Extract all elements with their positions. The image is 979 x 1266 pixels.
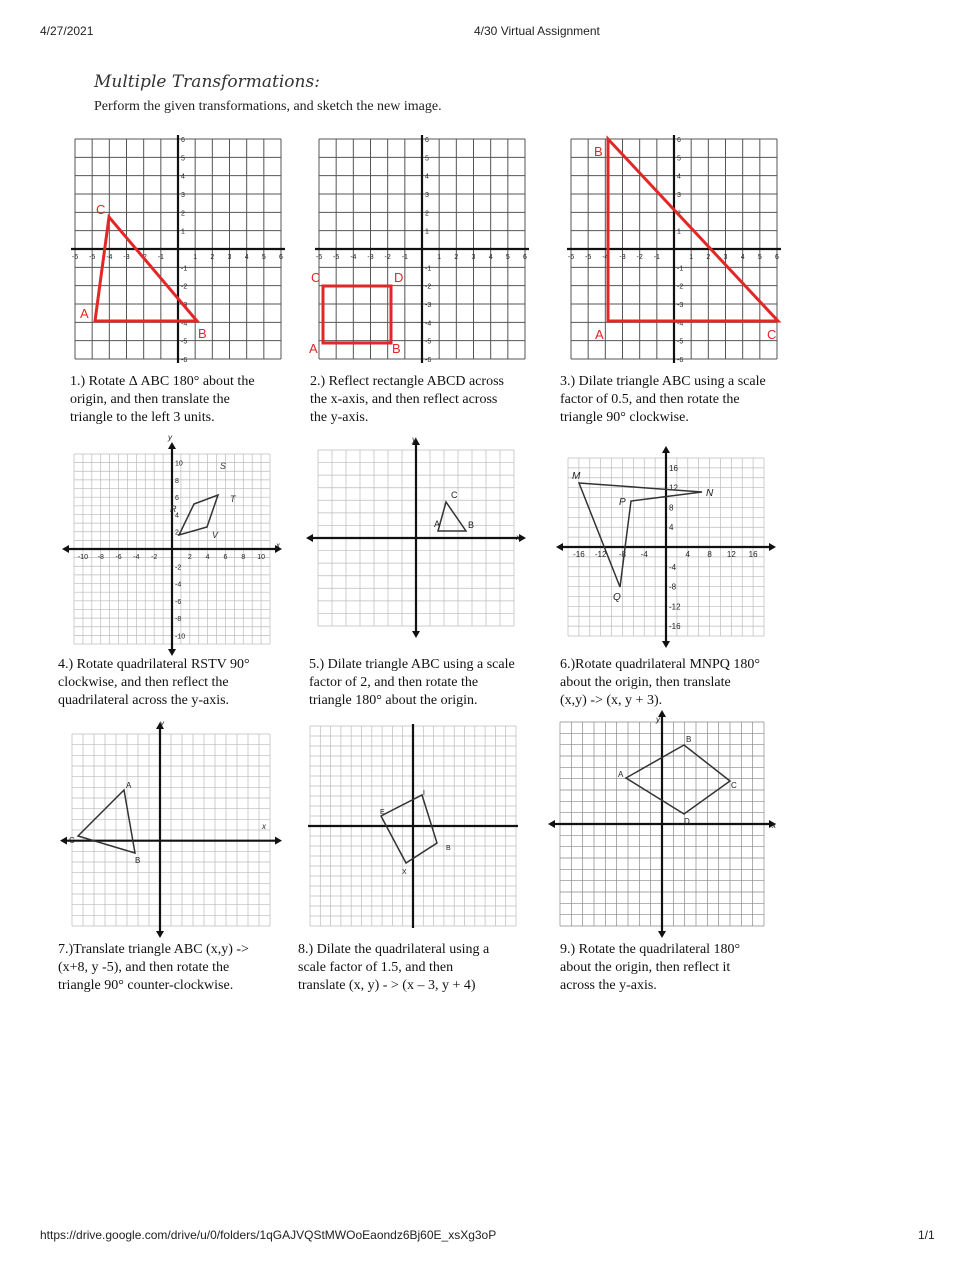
y-tick-label: -4 (669, 562, 677, 572)
x-tick-label: 8 (707, 550, 712, 559)
y-tick-label: -16 (669, 622, 681, 632)
x-tick-label: -5 (585, 254, 592, 261)
y-tick-label: -1 (677, 265, 684, 273)
y-tick-label: 6 (425, 137, 429, 144)
x-tick-label: 2 (454, 254, 459, 261)
label-y: y (160, 719, 164, 728)
triangle-abc (78, 790, 135, 853)
x-axis-arrow (556, 543, 563, 551)
label-n: N (706, 488, 714, 499)
x-axis-arrow (519, 534, 526, 542)
y-tick-label: 16 (669, 463, 678, 473)
x-tick-label: -4 (350, 254, 357, 261)
x-tick-label: 3 (227, 254, 232, 261)
label-a: A (618, 770, 624, 779)
graph-problem-7 (62, 718, 278, 930)
x-tick-label: 4 (740, 254, 745, 261)
label-x: X (402, 869, 407, 876)
y-tick-label: -8 (669, 582, 677, 592)
label-y: y (656, 715, 660, 724)
label-b: B (392, 341, 401, 356)
x-tick-label: -6 (567, 254, 575, 261)
y-tick-label: 4 (425, 173, 429, 181)
graph-problem-2 (309, 136, 530, 364)
y-tick-label: 1 (181, 228, 185, 236)
x-tick-label: -8 (97, 554, 104, 561)
y-tick-label: 2 (181, 210, 185, 218)
label-a: A (309, 341, 318, 356)
x-tick-label: -3 (367, 254, 374, 261)
x-tick-label: -10 (77, 554, 88, 561)
x-tick-label: 1 (689, 254, 694, 261)
y-tick-label: 3 (181, 192, 185, 199)
x-axis-arrow (275, 837, 282, 845)
label-b: B (594, 144, 603, 159)
y-tick-label: 1 (677, 228, 681, 236)
label-v: V (212, 530, 219, 540)
graph-problem-8 (306, 722, 522, 930)
label-d: D (394, 270, 404, 285)
label-x: x (276, 541, 280, 550)
x-tick-label: 6 (523, 254, 527, 261)
y-tick-label: -4 (175, 581, 182, 589)
axes (315, 135, 529, 364)
x-axis-arrow (60, 837, 67, 845)
worksheet-title: Multiple Transformations: (94, 72, 320, 92)
caption-problem-2: 2.) Reflect rectangle ABCD across the x-axis, and then reflect across the y-axis. (310, 374, 504, 425)
x-tick-label: 2 (706, 254, 711, 261)
x-tick-label: -4 (133, 554, 140, 561)
caption-problem-6: 6.)Rotate quadrilateral MNPQ 180° about the origin, then translate (x,y) -> (x, y + 3). (560, 657, 760, 708)
axes (71, 135, 285, 364)
label-r: R (170, 504, 177, 514)
y-tick-label: -2 (181, 283, 188, 291)
x-tick-label: 4 (244, 254, 249, 261)
y-tick-label: -5 (425, 338, 432, 346)
graph-problem-4 (62, 432, 284, 646)
y-tick-label: 6 (175, 495, 179, 503)
label-b: B (686, 735, 692, 744)
label-s: S (220, 461, 227, 471)
x-axis-arrow (62, 545, 69, 553)
y-tick-label: 4 (677, 173, 681, 181)
x-tick-label: -6 (71, 254, 79, 261)
quadrilateral-mnpq (579, 483, 702, 587)
x-tick-label: -2 (140, 254, 147, 261)
y-tick-label: 3 (677, 192, 681, 199)
x-axis-arrow (548, 820, 555, 828)
label-c: C (311, 270, 321, 285)
x-tick-label: 4 (685, 550, 691, 559)
y-tick-label: -6 (677, 357, 684, 364)
x-tick-label: 16 (748, 550, 758, 559)
label-c: C (731, 781, 737, 790)
label-x: x (262, 822, 266, 831)
x-tick-label: 4 (488, 254, 493, 261)
y-tick-label: 6 (181, 137, 185, 144)
y-tick-label: 5 (181, 155, 185, 163)
worksheet-instructions: Perform the given transformations, and sketch the new image. (94, 99, 442, 114)
y-tick-label: 8 (175, 477, 179, 485)
x-tick-label: 3 (723, 254, 728, 261)
x-tick-label: -16 (573, 550, 585, 559)
y-tick-label: 4 (669, 523, 674, 533)
label-a: A (126, 781, 132, 790)
x-tick-label: -4 (106, 254, 113, 261)
y-tick-label: -3 (677, 302, 684, 309)
label-y: y (412, 435, 416, 444)
graph-problem-9 (556, 715, 784, 930)
y-tick-label: 4 (175, 512, 179, 520)
footer-url: https://drive.google.com/drive/u/0/folders/1qGAJVQStMWOoEaondz6Bj60E_xsXg3oP (40, 1228, 497, 1242)
grid (72, 734, 270, 926)
label-b: B (198, 326, 207, 341)
graph-problem-3 (566, 136, 782, 362)
x-tick-label: 1 (437, 254, 442, 261)
rectangle-abcd (323, 286, 391, 343)
x-tick-label: -6 (315, 254, 323, 261)
y-tick-label: 12 (669, 483, 678, 493)
x-tick-label: -8 (618, 550, 627, 559)
caption-problem-4: 4.) Rotate quadrilateral RSTV 90° clockwise, and then reflect the quadrilateral across the y-axis. (58, 657, 250, 708)
x-tick-label: -4 (602, 254, 609, 261)
x-tick-label: 6 (775, 254, 779, 261)
x-tick-label: 6 (279, 254, 283, 261)
label-p: P (619, 497, 626, 508)
x-tick-label: -1 (401, 254, 408, 261)
y-tick-label: 3 (425, 192, 429, 199)
x-tick-label: -3 (619, 254, 626, 261)
label-c: C (96, 202, 106, 217)
y-tick-label: 1 (425, 228, 429, 236)
label-a: A (434, 519, 441, 529)
y-tick-label: 8 (669, 503, 674, 513)
y-tick-label: -6 (175, 598, 182, 606)
x-tick-label: 1 (193, 254, 198, 261)
y-tick-label: -1 (181, 265, 188, 273)
y-tick-label: -8 (175, 616, 182, 624)
y-tick-label: -12 (669, 602, 681, 612)
graph-problem-6 (560, 432, 776, 646)
label-m: M (572, 471, 581, 482)
label-b: B (446, 845, 451, 852)
label-a: A (80, 306, 89, 321)
x-tick-label: -3 (123, 254, 130, 261)
caption-problem-7: 7.)Translate triangle ABC (x,y) -> (x+8, y -5), and then rotate the triangle 90° counter-clockwise. (58, 942, 249, 993)
y-axis-arrow (658, 931, 666, 938)
footer-page: 1/1 (918, 1228, 935, 1242)
label-c: C (451, 490, 458, 500)
x-tick-label: -2 (384, 254, 391, 261)
triangle-abc (608, 139, 778, 321)
label-x: x (516, 533, 520, 542)
x-tick-label: 4 (205, 554, 210, 561)
y-axis-arrow (168, 442, 176, 449)
label-c: C (69, 836, 75, 845)
x-tick-label: -4 (640, 550, 648, 559)
x-tick-label: -1 (157, 254, 164, 261)
x-tick-label: 5 (261, 254, 266, 261)
x-tick-label: 5 (757, 254, 762, 261)
caption-problem-1: 1.) Rotate Δ ABC 180° about the origin, and then translate the triangle to the left 3 units. (70, 374, 255, 425)
x-tick-label: -2 (636, 254, 643, 261)
y-tick-label: 2 (677, 210, 681, 218)
x-tick-label: 2 (210, 254, 215, 261)
label-b: B (468, 520, 475, 530)
graph-problem-1 (70, 136, 286, 362)
x-tick-label: 6 (223, 554, 228, 561)
label-a: A (595, 327, 604, 342)
y-axis-arrow (662, 641, 670, 648)
y-tick-label: 2 (425, 210, 429, 218)
x-tick-label: 12 (726, 550, 736, 559)
axes (556, 446, 776, 648)
y-tick-label: -2 (677, 283, 684, 291)
x-tick-label: -6 (115, 554, 122, 561)
axes (306, 438, 526, 638)
x-tick-label: 3 (471, 254, 476, 261)
caption-problem-5: 5.) Dilate triangle ABC using a scale factor of 2, and then rotate the triangle 180° about the origin. (309, 657, 515, 708)
x-axis-arrow (306, 534, 313, 542)
y-tick-label: -2 (425, 283, 432, 291)
y-tick-label: 6 (677, 137, 681, 144)
y-tick-label: -4 (181, 320, 188, 328)
y-tick-label: -4 (677, 320, 684, 328)
y-axis-arrow (168, 649, 176, 656)
x-tick-label: -1 (653, 254, 660, 261)
x-tick-label: -5 (89, 254, 96, 261)
label-i: I (423, 790, 425, 797)
y-axis-arrow (662, 446, 670, 453)
quadrilateral (381, 795, 437, 863)
y-tick-label: 2 (175, 529, 179, 537)
x-tick-label: 10 (257, 554, 265, 561)
x-tick-label: -12 (594, 550, 607, 559)
print-date: 4/27/2021 (40, 24, 94, 38)
caption-problem-8: 8.) Dilate the quadrilateral using a scale factor of 1.5, and then translate (x, y) - > (x – 3, y + 4) (298, 942, 490, 993)
x-tick-label: 5 (505, 254, 510, 261)
label-c: C (767, 327, 777, 342)
y-tick-label: 5 (677, 155, 681, 163)
y-tick-label: -2 (175, 564, 182, 572)
axes (62, 442, 282, 656)
y-tick-label: -6 (181, 357, 188, 364)
label-d: D (684, 817, 690, 826)
x-tick-label: 8 (241, 554, 246, 561)
x-tick-label: -2 (151, 554, 158, 561)
y-axis-arrow (412, 631, 420, 638)
y-tick-label: -3 (181, 302, 188, 309)
y-tick-label: -6 (425, 357, 432, 364)
label-y: y (168, 433, 172, 442)
label-q: Q (613, 592, 621, 603)
axes (548, 710, 776, 938)
label-e: E (380, 809, 385, 816)
x-tick-label: -5 (333, 254, 340, 261)
y-axis-arrow (156, 931, 164, 938)
y-tick-label: -4 (425, 320, 432, 328)
print-title: 4/30 Virtual Assignment (474, 24, 600, 38)
y-tick-label: -10 (175, 633, 186, 641)
y-tick-label: 4 (181, 173, 185, 181)
y-tick-label: 10 (175, 460, 183, 468)
label-x: x (772, 821, 776, 830)
y-tick-label: -1 (425, 265, 432, 273)
label-t: T (230, 494, 236, 504)
caption-problem-3: 3.) Dilate triangle ABC using a scale factor of 0.5, and then rotate the triangle 90° clockwise. (560, 374, 766, 425)
y-tick-label: -5 (181, 338, 188, 346)
x-axis-arrow (769, 543, 776, 551)
axes (308, 724, 518, 928)
caption-problem-9: 9.) Rotate the quadrilateral 180° about the origin, then reflect it across the y-axis. (560, 942, 741, 993)
y-tick-label: -3 (425, 302, 432, 309)
graph-problem-5 (310, 432, 526, 646)
quadrilateral-abcd (626, 745, 730, 814)
label-b: B (135, 856, 141, 865)
y-tick-label: 5 (425, 155, 429, 163)
triangle-abc (438, 502, 466, 531)
x-tick-label: 2 (187, 554, 192, 561)
y-tick-label: -5 (677, 338, 684, 346)
